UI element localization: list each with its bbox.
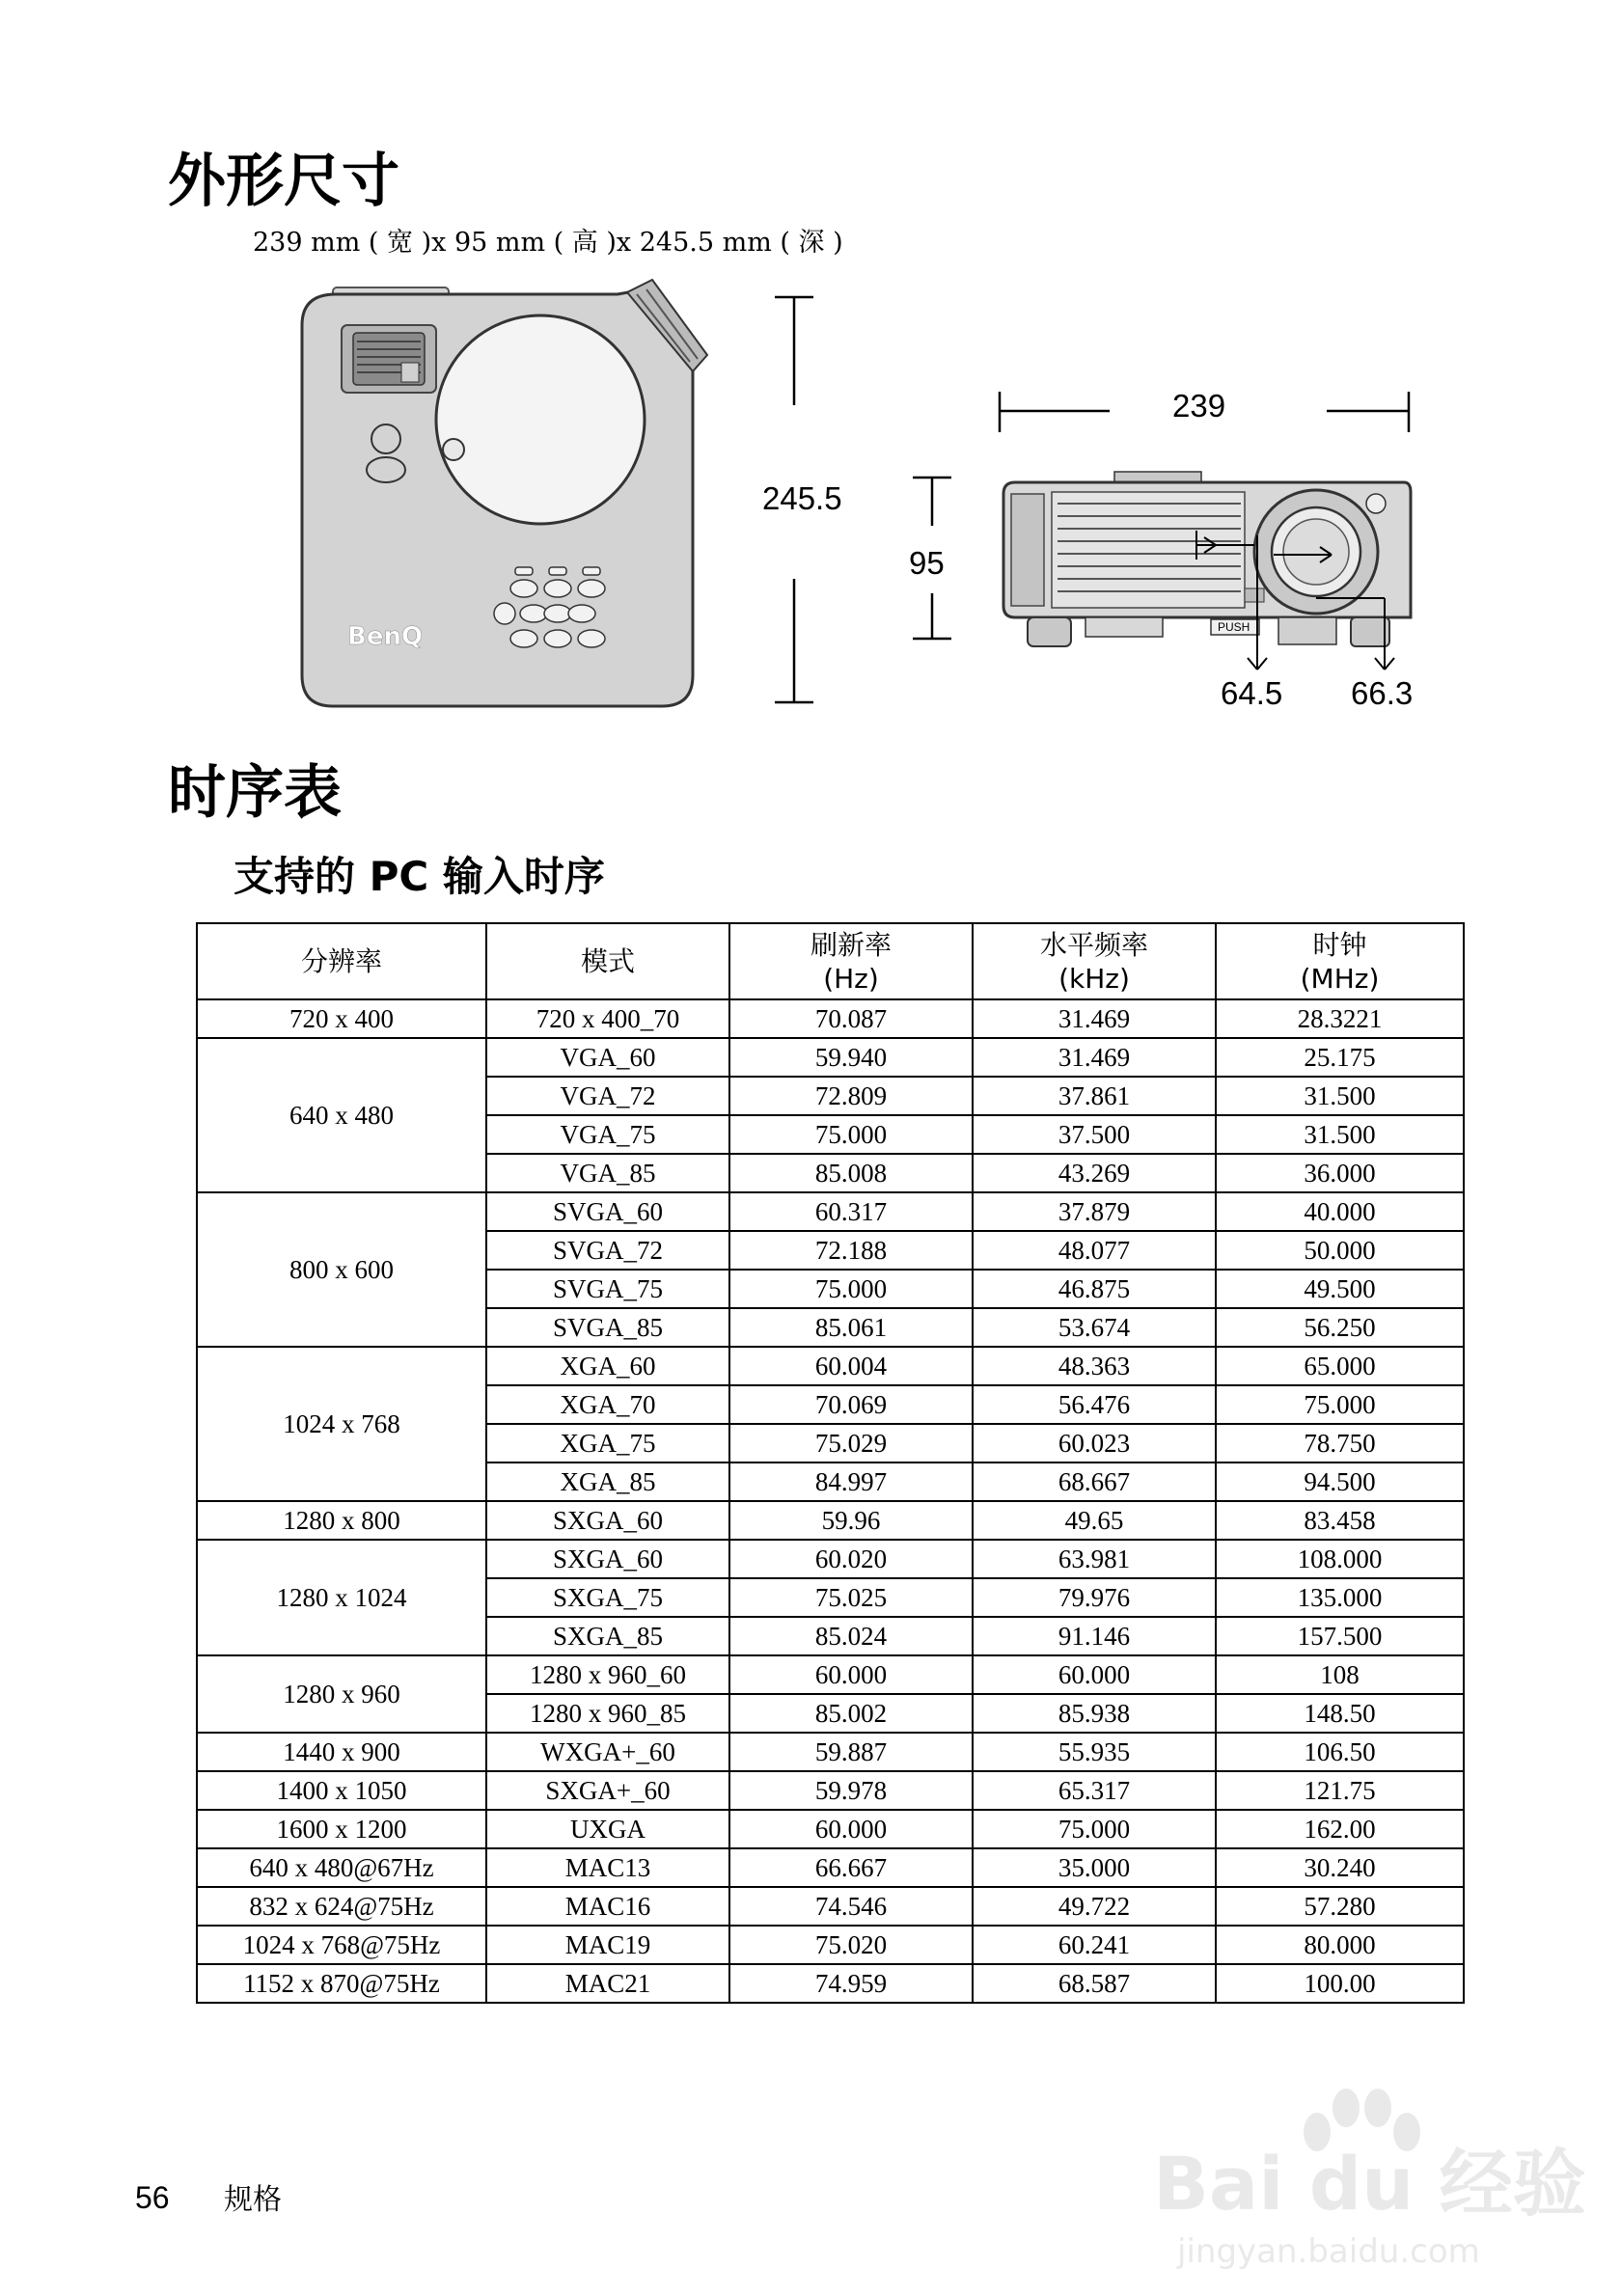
table-row — [197, 1887, 1464, 1926]
table-row — [197, 1810, 1464, 1848]
cell-refresh-rate: 60.000 — [729, 1655, 973, 1694]
cell-refresh-rate: 75.000 — [729, 1270, 973, 1308]
cell-resolution: 1024 x 768 — [197, 1347, 486, 1501]
cell-clock: 25.175 — [1216, 1038, 1464, 1077]
cell-refresh-rate: 72.809 — [729, 1077, 973, 1115]
cell-refresh-rate: 70.087 — [729, 999, 973, 1038]
cell-horizontal-frequency: 75.000 — [973, 1810, 1216, 1848]
cell-mode: SVGA_85 — [486, 1308, 729, 1347]
cell-refresh-rate: 59.96 — [729, 1501, 973, 1540]
projector-side-view — [1003, 472, 1411, 670]
table-row — [197, 1038, 1464, 1077]
cell-horizontal-frequency: 31.469 — [973, 1038, 1216, 1077]
cell-mode: SVGA_75 — [486, 1270, 729, 1308]
cell-horizontal-frequency: 37.500 — [973, 1115, 1216, 1154]
cell-horizontal-frequency: 60.241 — [973, 1926, 1216, 1964]
cell-horizontal-frequency: 35.000 — [973, 1848, 1216, 1887]
dimensions-title: 外形尺寸 — [168, 148, 399, 215]
cell-resolution: 1280 x 800 — [197, 1501, 486, 1540]
cell-mode: SXGA_85 — [486, 1617, 729, 1655]
cell-horizontal-frequency: 63.981 — [973, 1540, 1216, 1578]
header-mode: 模式 — [486, 923, 729, 999]
cell-mode: MAC13 — [486, 1848, 729, 1887]
cell-horizontal-frequency: 49.722 — [973, 1887, 1216, 1926]
cell-horizontal-frequency: 60.000 — [973, 1655, 1216, 1694]
cell-clock: 28.3221 — [1216, 999, 1464, 1038]
width-label: 239 — [1172, 388, 1226, 424]
cell-horizontal-frequency: 65.317 — [973, 1771, 1216, 1810]
cell-refresh-rate: 60.020 — [729, 1540, 973, 1578]
cell-refresh-rate: 85.024 — [729, 1617, 973, 1655]
depth-label: 245.5 — [762, 480, 842, 516]
header-clock: 时钟 (MHz) — [1216, 923, 1464, 999]
cell-clock: 121.75 — [1216, 1771, 1464, 1810]
cell-clock: 80.000 — [1216, 1926, 1464, 1964]
cell-clock: 65.000 — [1216, 1347, 1464, 1385]
footer-section-label: 规格 — [224, 2183, 282, 2217]
header-refresh-rate: 刷新率 (Hz) — [729, 923, 973, 999]
timing-title: 时序表 — [168, 759, 342, 827]
cell-horizontal-frequency: 60.023 — [973, 1424, 1216, 1462]
table-row — [197, 1848, 1464, 1887]
cell-mode: XGA_75 — [486, 1424, 729, 1462]
cell-clock: 106.50 — [1216, 1733, 1464, 1771]
dimension-drawings — [0, 0, 1621, 772]
cell-mode: WXGA+_60 — [486, 1733, 729, 1771]
cell-resolution: 1280 x 960 — [197, 1655, 486, 1733]
page-number: 56 — [135, 2180, 170, 2215]
cell-mode: SXGA_60 — [486, 1501, 729, 1540]
cell-mode: SXGA+_60 — [486, 1771, 729, 1810]
cell-refresh-rate: 74.959 — [729, 1964, 973, 2003]
cell-horizontal-frequency: 68.587 — [973, 1964, 1216, 2003]
cell-mode: SVGA_72 — [486, 1231, 729, 1270]
table-row — [197, 1192, 1464, 1231]
cell-resolution: 832 x 624@75Hz — [197, 1887, 486, 1926]
offset-label-right: 66.3 — [1351, 675, 1414, 711]
cell-mode: VGA_60 — [486, 1038, 729, 1077]
cell-mode: VGA_85 — [486, 1154, 729, 1192]
cell-horizontal-frequency: 48.363 — [973, 1347, 1216, 1385]
cell-mode: SXGA_60 — [486, 1540, 729, 1578]
cell-horizontal-frequency: 43.269 — [973, 1154, 1216, 1192]
cell-horizontal-frequency: 49.65 — [973, 1501, 1216, 1540]
cell-clock: 108 — [1216, 1655, 1464, 1694]
cell-clock: 157.500 — [1216, 1617, 1464, 1655]
cell-clock: 57.280 — [1216, 1887, 1464, 1926]
cell-mode: MAC21 — [486, 1964, 729, 2003]
cell-resolution: 1280 x 1024 — [197, 1540, 486, 1655]
offset-label-left: 64.5 — [1221, 675, 1283, 711]
cell-horizontal-frequency: 55.935 — [973, 1733, 1216, 1771]
cell-mode: 720 x 400_70 — [486, 999, 729, 1038]
header-resolution: 分辨率 — [197, 923, 486, 999]
cell-clock: 40.000 — [1216, 1192, 1464, 1231]
push-label: PUSH — [1218, 620, 1250, 634]
cell-clock: 162.00 — [1216, 1810, 1464, 1848]
cell-mode: 1280 x 960_60 — [486, 1655, 729, 1694]
cell-refresh-rate: 84.997 — [729, 1462, 973, 1501]
cell-clock: 56.250 — [1216, 1308, 1464, 1347]
cell-resolution: 1440 x 900 — [197, 1733, 486, 1771]
cell-clock: 50.000 — [1216, 1231, 1464, 1270]
brand-logo: BenQ — [347, 622, 424, 651]
cell-horizontal-frequency: 91.146 — [973, 1617, 1216, 1655]
table-row — [197, 1926, 1464, 1964]
cell-refresh-rate: 85.061 — [729, 1308, 973, 1347]
cell-clock: 83.458 — [1216, 1501, 1464, 1540]
cell-resolution: 640 x 480@67Hz — [197, 1848, 486, 1887]
cell-horizontal-frequency: 85.938 — [973, 1694, 1216, 1733]
cell-resolution: 640 x 480 — [197, 1038, 486, 1192]
table-row — [197, 1655, 1464, 1694]
cell-refresh-rate: 75.020 — [729, 1926, 973, 1964]
header-horizontal-frequency: 水平频率 (kHz) — [973, 923, 1216, 999]
cell-clock: 100.00 — [1216, 1964, 1464, 2003]
cell-mode: XGA_60 — [486, 1347, 729, 1385]
table-row — [197, 1771, 1464, 1810]
cell-clock: 36.000 — [1216, 1154, 1464, 1192]
cell-refresh-rate: 59.940 — [729, 1038, 973, 1077]
cell-refresh-rate: 75.000 — [729, 1115, 973, 1154]
cell-clock: 30.240 — [1216, 1848, 1464, 1887]
height-label: 95 — [909, 545, 945, 581]
cell-clock: 75.000 — [1216, 1385, 1464, 1424]
cell-mode: XGA_70 — [486, 1385, 729, 1424]
table-row — [197, 1501, 1464, 1540]
cell-refresh-rate: 59.978 — [729, 1771, 973, 1810]
cell-horizontal-frequency: 68.667 — [973, 1462, 1216, 1501]
timing-subtitle: 支持的 PC 输入时序 — [234, 853, 605, 900]
baidu-watermark — [1148, 2055, 1602, 2277]
table-row — [197, 1733, 1464, 1771]
timing-table — [196, 922, 1465, 2004]
cell-mode: MAC19 — [486, 1926, 729, 1964]
cell-mode: VGA_75 — [486, 1115, 729, 1154]
cell-mode: MAC16 — [486, 1887, 729, 1926]
cell-resolution: 1024 x 768@75Hz — [197, 1926, 486, 1964]
cell-clock: 49.500 — [1216, 1270, 1464, 1308]
cell-refresh-rate: 70.069 — [729, 1385, 973, 1424]
cell-horizontal-frequency: 79.976 — [973, 1578, 1216, 1617]
cell-resolution: 1600 x 1200 — [197, 1810, 486, 1848]
cell-refresh-rate: 60.004 — [729, 1347, 973, 1385]
cell-horizontal-frequency: 37.861 — [973, 1077, 1216, 1115]
cell-horizontal-frequency: 31.469 — [973, 999, 1216, 1038]
cell-horizontal-frequency: 53.674 — [973, 1308, 1216, 1347]
table-row — [197, 1540, 1464, 1578]
table-row — [197, 1964, 1464, 2003]
cell-refresh-rate: 75.025 — [729, 1578, 973, 1617]
cell-refresh-rate: 60.000 — [729, 1810, 973, 1848]
watermark-url: jingyan.baidu.com — [1177, 2232, 1480, 2271]
cell-resolution: 1152 x 870@75Hz — [197, 1964, 486, 2003]
cell-clock: 108.000 — [1216, 1540, 1464, 1578]
watermark-logo-text: Bai du 经验 — [1153, 2141, 1586, 2227]
cell-refresh-rate: 66.667 — [729, 1848, 973, 1887]
cell-refresh-rate: 74.546 — [729, 1887, 973, 1926]
cell-refresh-rate: 72.188 — [729, 1231, 973, 1270]
cell-resolution: 720 x 400 — [197, 999, 486, 1038]
timing-header-row — [197, 923, 1464, 999]
cell-resolution: 800 x 600 — [197, 1192, 486, 1347]
cell-mode: 1280 x 960_85 — [486, 1694, 729, 1733]
cell-horizontal-frequency: 46.875 — [973, 1270, 1216, 1308]
timing-table-body — [197, 999, 1464, 2003]
cell-clock: 135.000 — [1216, 1578, 1464, 1617]
cell-refresh-rate: 59.887 — [729, 1733, 973, 1771]
cell-clock: 31.500 — [1216, 1115, 1464, 1154]
cell-mode: UXGA — [486, 1810, 729, 1848]
dimensions-summary: 239 mm ( 宽 )x 95 mm ( 高 )x 245.5 mm ( 深 ) — [253, 228, 843, 258]
cell-clock: 148.50 — [1216, 1694, 1464, 1733]
table-row — [197, 999, 1464, 1038]
cell-mode: SVGA_60 — [486, 1192, 729, 1231]
cell-mode: XGA_85 — [486, 1462, 729, 1501]
cell-refresh-rate: 60.317 — [729, 1192, 973, 1231]
table-row — [197, 1347, 1464, 1385]
cell-clock: 78.750 — [1216, 1424, 1464, 1462]
cell-resolution: 1400 x 1050 — [197, 1771, 486, 1810]
cell-mode: SXGA_75 — [486, 1578, 729, 1617]
cell-clock: 94.500 — [1216, 1462, 1464, 1501]
cell-refresh-rate: 75.029 — [729, 1424, 973, 1462]
cell-clock: 31.500 — [1216, 1077, 1464, 1115]
cell-refresh-rate: 85.008 — [729, 1154, 973, 1192]
cell-horizontal-frequency: 56.476 — [973, 1385, 1216, 1424]
cell-horizontal-frequency: 48.077 — [973, 1231, 1216, 1270]
cell-refresh-rate: 85.002 — [729, 1694, 973, 1733]
cell-mode: VGA_72 — [486, 1077, 729, 1115]
cell-horizontal-frequency: 37.879 — [973, 1192, 1216, 1231]
